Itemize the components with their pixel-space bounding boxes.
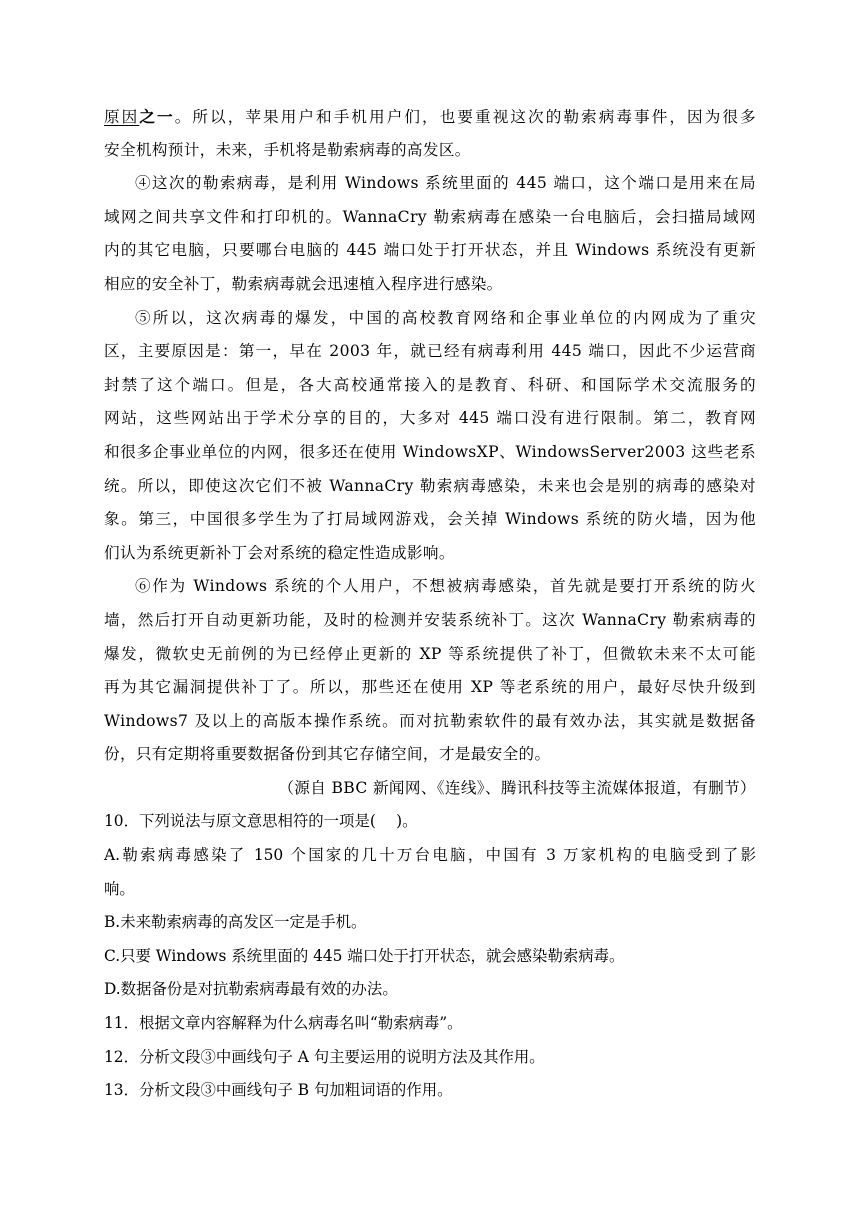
option-d: D.数据备份是对抗勒索病毒最有效的办法。: [104, 980, 398, 999]
underlined-text: 原因: [104, 108, 140, 126]
option-a-line-2: 响。: [104, 879, 135, 898]
paragraph-5-line-7: 象。第三，中国很多学生为了打局域网游戏，会关掉 Windows 系统的防火墙，因为他: [104, 510, 756, 529]
paragraph-5-line-6: 统。所以，即使这次它们不被 WannaCry 勒索病毒感染，未来也会是别的病毒的感染对: [104, 476, 756, 495]
paragraph-3-line-1: [104, 100, 756, 134]
question-11: 11．根据文章内容解释为什么病毒名叫“勒索病毒”。: [104, 1014, 463, 1033]
paragraph-5-line-4: 网站，这些网站出于学术分享的目的，大多对 445 端口没有进行限制。第二，教育网: [104, 409, 756, 428]
option-b: B.未来勒索病毒的高发区一定是手机。: [104, 913, 367, 932]
paragraph-6-line-2: 墙，然后打开自动更新功能，及时的检测并安装系统补丁。这次 WannaCry 勒索病毒的: [104, 610, 756, 629]
paragraph-6-line-5: Windows7 及以上的高版本操作系统。而对抗勒索软件的最有效办法，其实就是数据备: [104, 711, 756, 730]
bold-text: 之一: [139, 107, 175, 126]
paragraph-4-line-4: 相应的安全补丁，勒索病毒就会迅速植入程序进行感染。: [104, 274, 503, 293]
source-citation: （源自 BBC 新闻网、《连线》、腾讯科技等主流媒体报道，有删节）: [278, 778, 756, 797]
question-12: 12．分析文段③中画线句子 A 句主要运用的说明方法及其作用。: [104, 1047, 545, 1066]
option-c: C.只要 Windows 系统里面的 445 端口处于打开状态，就会感染勒索病毒。: [104, 946, 625, 965]
paragraph-6-line-3: 爆发，微软史无前例的为已经停止更新的 XP 等系统提供了补丁，但微软未来不太可能: [104, 644, 756, 663]
paragraph-5-line-1: ⑤所以，这次病毒的爆发，中国的高校教育网络和企事业单位的内网成为了重灾: [135, 308, 756, 327]
paragraph-4-line-3: 内的其它电脑，只要哪台电脑的 445 端口处于打开状态，并且 Windows 系统没有更新: [104, 241, 756, 260]
question-10: 10．下列说法与原文意思相符的一项是( )。: [104, 812, 418, 831]
paragraph-6-line-4: 再为其它漏洞提供补丁了。所以，那些还在使用 XP 等老系统的用户，最好尽快升级到: [104, 678, 756, 697]
paragraph-6-line-6: 份，只有定期将重要数据备份到其它存储空间，才是最安全的。: [104, 745, 551, 764]
paragraph-5-line-5: 和很多企事业单位的内网，很多还在使用 WindowsXP、WindowsServer2003 这些老系: [104, 442, 756, 461]
paragraph-6-line-1: ⑥作为 Windows 系统的个人用户，不想被病毒感染，首先就是要打开系统的防火: [135, 577, 756, 596]
question-13: 13．分析文段③中画线句子 B 句加粗词语的作用。: [104, 1081, 453, 1100]
document-page: [104, 100, 756, 1108]
paragraph-5-line-8: 们认为系统更新补丁会对系统的稳定性造成影响。: [104, 543, 455, 562]
paragraph-3-line-2: 安全机构预计，未来，手机将是勒索病毒的高发区。: [104, 140, 471, 159]
paragraph-4-line-2: 域网之间共享文件和打印机的。WannaCry 勒索病毒在感染一台电脑后，会扫描局域网: [104, 207, 756, 226]
option-a-line-1: A.勒索病毒感染了 150 个国家的几十万台电脑，中国有 3 万家机构的电脑受到了影: [104, 846, 756, 865]
paragraph-4-line-1: ④这次的勒索病毒，是利用 Windows 系统里面的 445 端口，这个端口是用来在局: [135, 174, 756, 193]
line-text: 。所以，苹果用户和手机用户们，也要重视这次的勒索病毒事件，因为很多: [174, 108, 756, 126]
paragraph-5-line-2: 区，主要原因是：第一，早在 2003 年，就已经有病毒利用 445 端口，因此不少运营商: [104, 342, 756, 361]
paragraph-5-line-3: 封禁了这个端口。但是，各大高校通常接入的是教育、科研、和国际学术交流服务的: [104, 375, 756, 394]
